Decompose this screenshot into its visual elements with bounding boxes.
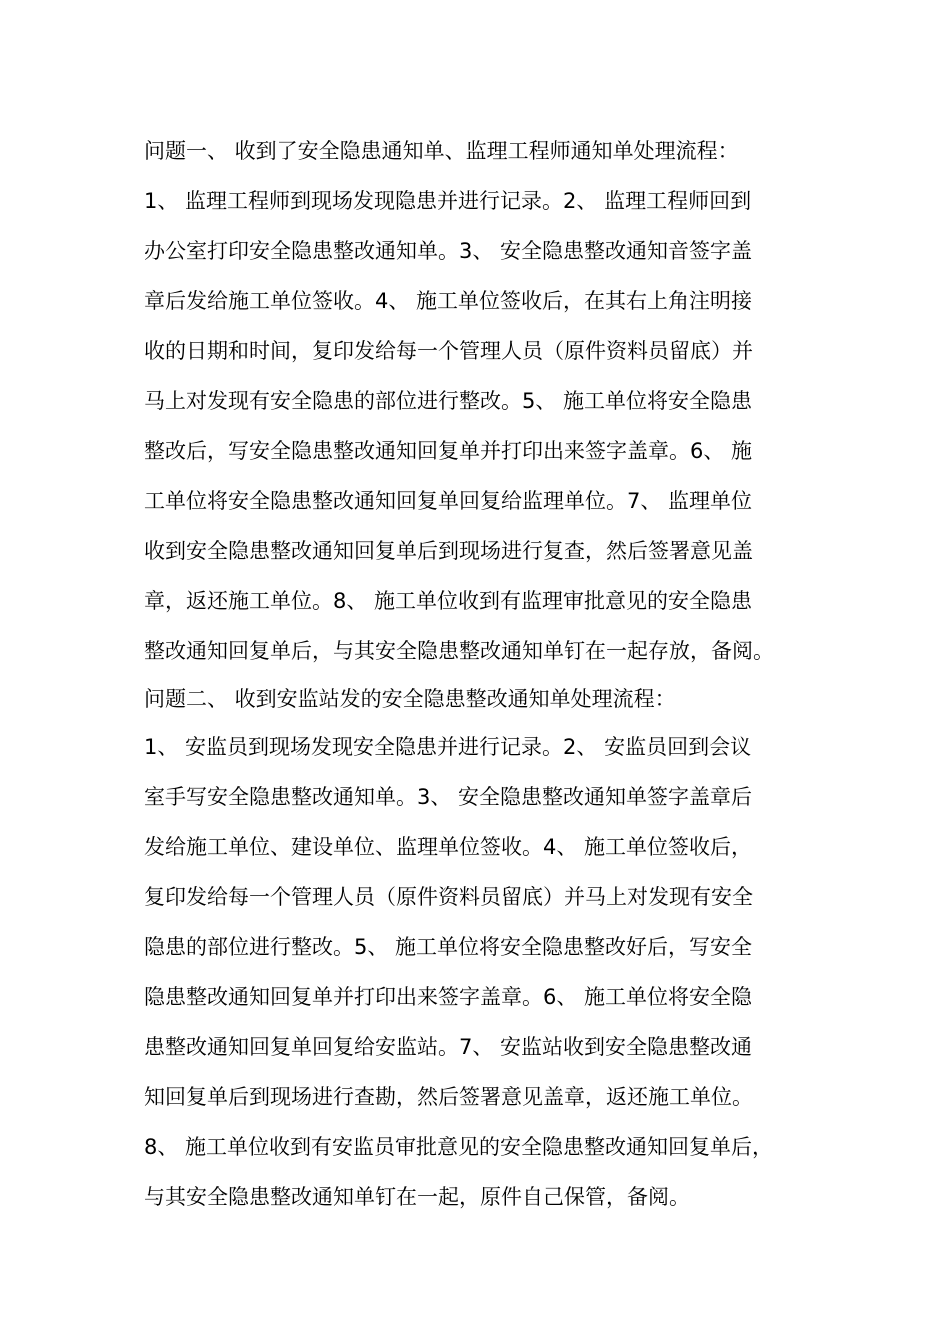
text-line: 室手写安全隐患整改通知单。3、 安全隐患整改通知单签字盖章后 [144,785,753,809]
text-line: 问题一、 收到了安全隐患通知单、监理工程师通知单处理流程： [144,139,739,163]
text-line: 马上对发现有安全隐患的部位进行整改。5、 施工单位将安全隐患 [144,389,753,413]
text-line: 章后发给施工单位签收。4、 施工单位签收后，在其右上角注明接 [144,289,753,313]
text-line: 整改后，写安全隐患整改通知回复单并打印出来签字盖章。6、 施 [144,439,753,463]
text-line: 章，返还施工单位。8、 施工单位收到有监理审批意见的安全隐患 [144,589,753,613]
text-line: 发给施工单位、建设单位、监理单位签收。4、 施工单位签收后， [144,835,753,859]
text-line: 8、 施工单位收到有安监员审批意见的安全隐患整改通知回复单后， [144,1135,774,1159]
text-line: 患整改通知回复单回复给安监站。7、 安监站收到安全隐患整改通 [144,1035,753,1059]
text-line: 收的日期和时间，复印发给每一个管理人员（原件资料员留底）并 [144,339,753,363]
text-line: 整改通知回复单后，与其安全隐患整改通知单钉在一起存放，备阅。 [144,639,774,663]
text-line: 1、 安监员到现场发现安全隐患并进行记录。2、 安监员回到会议 [144,735,752,759]
text-line: 工单位将安全隐患整改通知回复单回复给监理单位。7、 监理单位 [144,489,753,513]
text-line: 1、 监理工程师到现场发现隐患并进行记录。2、 监理工程师回到 [144,189,752,213]
text-line: 知回复单后到现场进行查勘，然后签署意见盖章，返还施工单位。 [144,1085,753,1109]
text-line: 隐患整改通知回复单并打印出来签字盖章。6、 施工单位将安全隐 [144,985,753,1009]
text-line: 隐患的部位进行整改。5、 施工单位将安全隐患整改好后，写安全 [144,935,753,959]
text-line: 问题二、 收到安监站发的安全隐患整改通知单处理流程： [144,687,676,711]
text-line: 收到安全隐患整改通知回复单后到现场进行复查，然后签署意见盖 [144,539,753,563]
text-line: 与其安全隐患整改通知单钉在一起，原件自己保管，备阅。 [144,1185,690,1209]
text-line: 办公室打印安全隐患整改通知单。3、 安全隐患整改通知音签字盖 [144,239,753,263]
text-line: 复印发给每一个管理人员（原件资料员留底）并马上对发现有安全 [144,885,753,909]
